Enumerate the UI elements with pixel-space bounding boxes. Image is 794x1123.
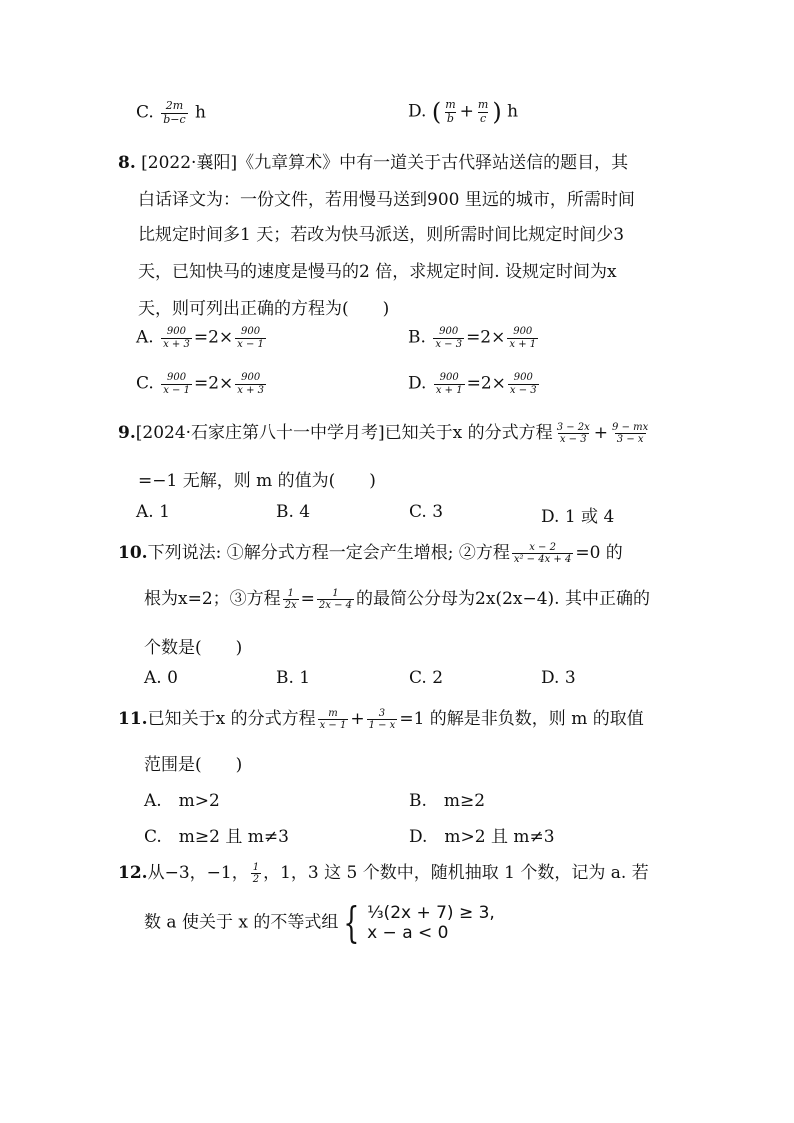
question-text: 根为x=2；③方程	[144, 589, 281, 609]
fraction: $\frac{2m}{b-c}$	[163, 99, 186, 126]
fraction: $\frac{1}{2x}$	[284, 587, 297, 611]
q8-line-3: 比规定时间多1 天；若改为快马派送，则所需时间比规定时间少3	[138, 225, 625, 245]
question-text: 从−3，−1，	[147, 863, 249, 883]
q8-line-4: 天，已知快马的速度是慢马的2 倍，求规定时间. 设规定时间为x	[138, 262, 617, 282]
fraction: $\frac{1}{2x - 4}$	[318, 587, 353, 611]
q8-option-c[interactable]	[136, 372, 268, 396]
question-text: 的最简公分母为2x(2x−4). 其中正确的	[356, 589, 650, 609]
fraction: $\frac{900}{x + 3}$	[163, 326, 190, 350]
q11-option-a[interactable]: A. m>2	[144, 791, 220, 811]
inequality-1: ⅓(2x + 7) ≥ 3,	[367, 902, 495, 923]
q11-line-1	[118, 704, 644, 732]
equals-times: =2×	[466, 373, 506, 394]
question-text: [2022·襄阳]《九章算术》中有一道关于古代驿站送信的题目，其	[141, 153, 629, 173]
fraction: $\frac{900}{x + 3}$	[237, 372, 265, 396]
plus: +	[459, 101, 474, 122]
q10-line-2	[144, 584, 650, 612]
question-number: 10.	[118, 543, 148, 563]
question-text: 数 a 使关于 x 的不等式组	[144, 912, 339, 933]
paren-open: (	[431, 98, 442, 126]
unit: h	[195, 102, 206, 123]
fraction: $\frac{900}{x - 3}$	[509, 372, 537, 396]
option-letter: D.	[408, 373, 427, 394]
fraction: $\frac{3 - 2x}{x - 3}$	[556, 421, 590, 445]
q7-option-d[interactable]	[408, 98, 518, 126]
question-text: =1 的解是非负数，则 m 的取值	[399, 709, 644, 729]
q9-option-b[interactable]: B. 4	[276, 502, 311, 522]
q9-option-d[interactable]: D. 1 或 4	[541, 507, 615, 527]
q9-line-1	[118, 418, 652, 446]
option-letter: B.	[408, 327, 426, 348]
q9-option-c[interactable]: C. 3	[409, 502, 444, 522]
q10-line-1	[118, 538, 623, 566]
question-text: 已知关于x 的分式方程	[147, 709, 316, 729]
q8-option-d[interactable]	[408, 372, 541, 396]
plus: +	[350, 709, 365, 729]
plus: +	[593, 423, 609, 443]
q8-option-a[interactable]	[136, 326, 268, 350]
q11-option-c[interactable]: C. m≥2 且 m≠3	[144, 827, 289, 847]
q10-option-b[interactable]: B. 1	[276, 668, 311, 688]
fraction: $\frac{900}{x + 1}$	[435, 372, 463, 396]
q7-option-c[interactable]	[136, 100, 206, 126]
question-number: 12.	[118, 863, 148, 883]
equals: =	[300, 589, 315, 609]
q10-line-3: 个数是( )	[144, 638, 243, 658]
option-letter: D.	[408, 101, 427, 122]
fraction: $\frac{900}{x - 1}$	[163, 372, 190, 396]
q10-option-a[interactable]: A. 0	[144, 668, 178, 688]
fraction: $\frac{900}{x - 3}$	[435, 326, 463, 350]
paren-close: )	[492, 98, 502, 126]
fraction: $\frac{9 - mx}{3 - x}$	[612, 421, 649, 445]
equals-times: =2×	[193, 373, 234, 394]
q10-option-d[interactable]: D. 3	[541, 668, 576, 688]
fraction: $\frac{1}{2}$	[252, 861, 260, 885]
inequality-system	[338, 898, 495, 947]
question-number: 11.	[118, 709, 148, 729]
question-text: 下列说法: ①解分式方程一定会产生增根; ②方程	[147, 543, 510, 563]
q12-line-2	[144, 898, 495, 947]
fraction: $\frac{900}{x - 1}$	[237, 326, 264, 350]
fraction: $\frac{3}{1 - x}$	[368, 707, 396, 731]
fraction: $\frac{m}{c}$	[477, 97, 489, 125]
question-text: =0 的	[575, 543, 623, 563]
fraction: $\frac{m}{x - 1}$	[319, 707, 347, 731]
option-letter: C.	[136, 373, 154, 394]
q10-option-c[interactable]: C. 2	[409, 668, 444, 688]
left-brace: {	[343, 898, 360, 947]
q8-line-5: 天，则可列出正确的方程为( )	[138, 299, 390, 319]
fraction: $\frac{m}{b}$	[445, 97, 456, 125]
q8-line-2: 白话译文为：一份文件，若用慢马送到900 里远的城市，所需时间	[138, 190, 635, 210]
q11-option-b[interactable]: B. m≥2	[409, 791, 486, 811]
q11-line-2: 范围是( )	[144, 755, 243, 775]
fraction: $\frac{900}{x + 1}$	[509, 326, 537, 350]
inequality-2: x − a < 0	[367, 923, 449, 943]
q12-line-1	[118, 858, 649, 886]
unit: h	[507, 101, 519, 122]
question-text: ，1，3 这 5 个数中，随机抽取 1 个数，记为 a. 若	[263, 863, 649, 883]
option-letter: C.	[136, 102, 154, 123]
q8-option-b[interactable]	[408, 326, 540, 350]
q9-option-a[interactable]: A. 1	[136, 502, 170, 522]
equals-times: =2×	[466, 327, 506, 348]
question-number: 8.	[118, 153, 136, 173]
equals-times: =2×	[193, 327, 234, 348]
question-number: 9.	[118, 423, 136, 443]
option-letter: A.	[136, 327, 154, 348]
q11-option-d[interactable]: D. m>2 且 m≠3	[409, 827, 555, 847]
fraction: $\frac{x - 2}{\text{x² − 4x + 4}}$	[513, 541, 572, 565]
question-text: [2024·石家庄第八十一中学月考]已知关于x 的分式方程	[135, 423, 553, 443]
q8-line-1	[118, 148, 628, 173]
q9-line-2: =−1 无解，则 m 的值为( )	[138, 471, 376, 491]
